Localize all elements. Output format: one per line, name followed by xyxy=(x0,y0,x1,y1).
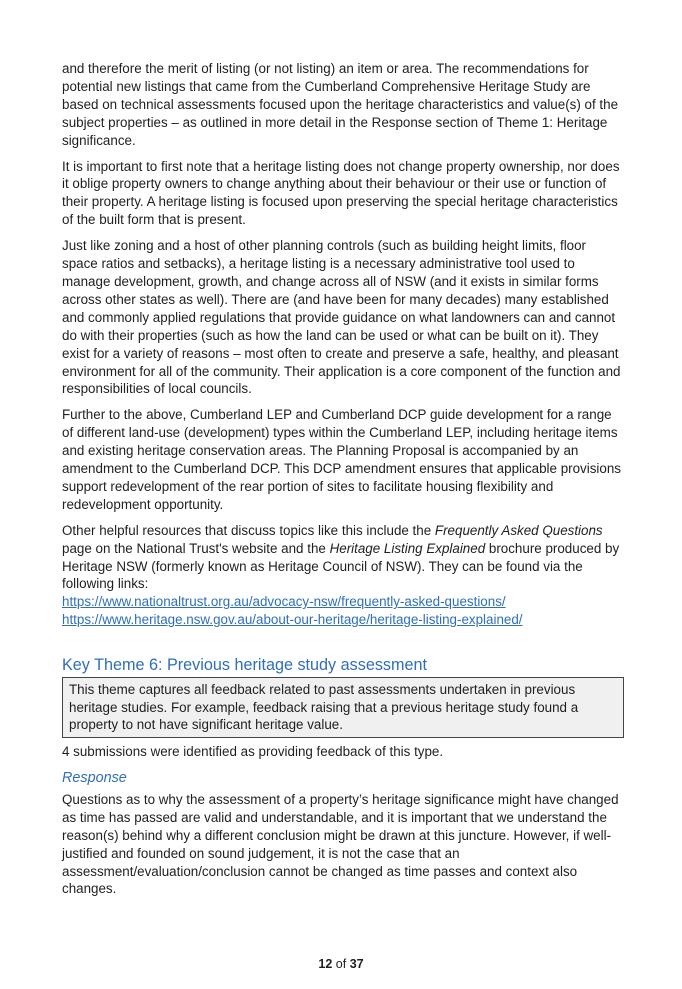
submissions-count: 4 submissions were identified as providing feedback of this type. xyxy=(62,743,444,759)
resources-text-b: page on the National Trust's website and the xyxy=(62,540,330,556)
national-trust-link[interactable]: https://www.nationaltrust.org.au/advocacy-nsw/frequently-asked-questions/ xyxy=(62,594,506,610)
response-paragraph: Questions as to why the assessment of a property’s heritage significance might have changed as time has passed are valid and understandable, and it is important that we understand the reason(s) behind why a different conclusion might be drawn at this juncture. However, if well-justified and founded on sound judgement, it is not the case that an assessment/evaluation/conclusion cannot be changed as time passes and context also changes. xyxy=(62,791,619,897)
paragraph-listing-merit: and therefore the merit of listing (or not listing) an item or area. The recommendations for potential new listings that came from the Cumberland Comprehensive Heritage Study are based on technical assessments focused upon the heritage characteristics and value(s) of the subject properties – as outlined in more detail in the Response section of Theme 1: Heritage significance. xyxy=(62,61,619,148)
paragraph-lep-dcp: Further to the above, Cumberland LEP and Cumberland DCP guide development for a range of different land-use (development) types within the Cumberland LEP, including heritage items and existing heritage conservation areas. The Planning Proposal is accompanied by an amendment to the Cumberland DCP. This DCP amendment ensures that applicable provisions support redevelopment of the rear portion of sites to facilitate housing flexibility and redevelopment opportunity. xyxy=(62,407,621,512)
response-heading: Response xyxy=(62,769,127,786)
resources-faq-title: Frequently Asked Questions xyxy=(434,522,603,538)
page-number-current: 12 xyxy=(318,957,333,971)
paragraph-ownership: It is important to first note that a heritage listing does not change property ownership, nor does it oblige property owners to change anything about their behaviour or their use or function of their property. A heritage listing is focused upon preserving the special heritage characteristics of the built form that is present. xyxy=(62,158,620,228)
document-page xyxy=(62,60,624,906)
paragraph-resources xyxy=(62,522,624,594)
theme-summary-box: This theme captures all feedback related to past assessments undertaken in previous heritage studies. For example, feedback raising that a previous heritage study found a property to not have significant heritage value. xyxy=(62,677,624,738)
resources-text-a: Other helpful resources that discuss topics like this include the xyxy=(62,522,435,538)
page-footer xyxy=(0,957,682,971)
paragraph-planning-controls: Just like zoning and a host of other planning controls (such as building height limits, floor space ratios and setbacks), a heritage listing is a necessary administrative tool used to manage development, growth, and change across all of NSW (and it exists in similar forms across other states as well). There are (and have been for many decades) many established and commonly applied regulations that provide guidance on what landowners can and cannot do with their properties (such as how the land can be used or what can be built on it). They exist for a variety of reasons – most often to create and preserve a safe, healthy, and pleasant environment for all of the community. Their application is a core component of the function and responsibilities of local councils. xyxy=(62,238,621,397)
resources-text-c: brochure produced by Heritage NSW (formerly known as Heritage Council of NSW). They can be found via the following links: xyxy=(62,540,620,592)
resource-links xyxy=(62,593,624,629)
page-number-of: of xyxy=(335,957,347,971)
page-number-total: 37 xyxy=(349,957,364,971)
theme-heading: Key Theme 6: Previous heritage study assessment xyxy=(62,656,428,675)
resources-brochure-title: Heritage Listing Explained xyxy=(329,540,486,556)
heritage-nsw-link[interactable]: https://www.heritage.nsw.gov.au/about-our-heritage/heritage-listing-explained/ xyxy=(62,612,523,628)
